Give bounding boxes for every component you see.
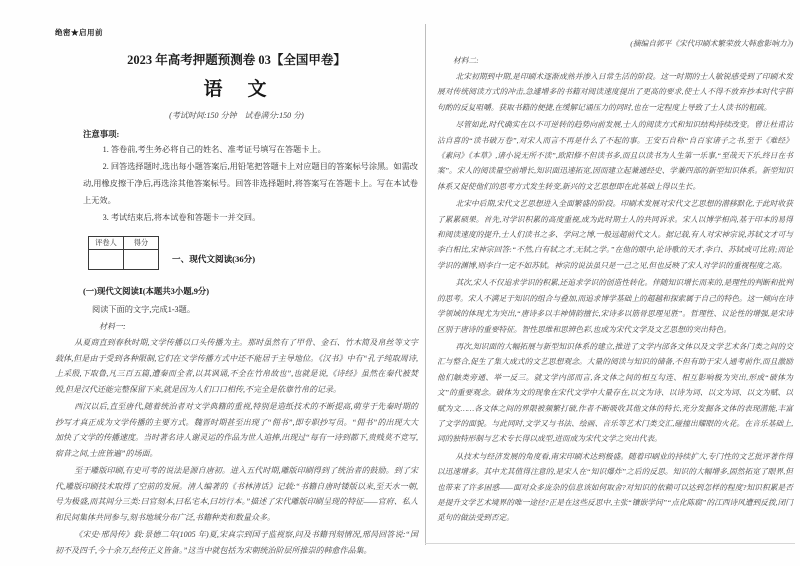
grader-cell-empty <box>89 250 124 270</box>
column-divider <box>425 24 426 545</box>
left-column <box>55 0 418 558</box>
grader-cell-label: 评卷人 <box>89 237 124 250</box>
subject-title: 语 文 <box>203 79 270 100</box>
right-column <box>437 0 793 526</box>
material1-paragraph-2: 西汉以后,直至唐代,随着统治者对文学典籍的重视,特别是造纸技术的不断提高,萌芽于先秦时期的抄写才真正成为文学传播的主要方式。魏晋时期甚至出现了“佣书”,即专职抄写员。“佣书”的出现大大加快了文学的传播速度。当时著名诗人谢灵运的作品为世人追捧,出现过“每有一诗到都下,贵贱莫不竞写,宿昔之间,士庶皆遍”的场面。 <box>55 402 418 458</box>
material2-paragraph-6: 从技术与经济发展的角度看,南宋印刷术达到极盛。随着印刷业的持续扩大,专门性的文艺批评著作得以迅速增多。其中尤其值得注意的,是宋人在“知识爆炸”之后的反思。知识的大幅增多,固然拓宽了眼界,但也带来了许多困惑——面对众多庞杂的信息该如何取舍?对知识的依赖可以达到怎样的程度?知识积累是否是提升文学艺术境界的唯一途径?正是在这些反思中,主张“镶嵌学问”“点化陈腐”的江西诗风遭到反拨,闭门觅句的做法受到否定。 <box>437 451 793 523</box>
material1-citation: (摘编自郭平《宋代印刷术繁荣放大韩愈影响力》) <box>630 39 793 48</box>
note-item-1: 1. 答卷前,考生务必将自己的姓名、准考证号填写在答题卡上。 <box>102 145 326 154</box>
reading-instruction: 阅读下面的文字,完成1-3题。 <box>92 305 196 314</box>
material1-paragraph-3: 至于雕版印刷,有史可考的说法是源自唐初。进入五代时期,雕版印刷得到了统治者的鼓励。到了宋代,雕版印刷技术取得了空前的发展。清人编著的《书林清话》记载:“书籍自唐时镂版以来,至天水一朝,号为极盛,而其间分三类:曰官刻本,曰私宅本,曰坊行本。”描述了宋代雕版印刷呈现的特征——官府、私人和民间集体共同参与,刻书地域分布广泛,书籍种类和数量众多。 <box>55 466 418 522</box>
page-bottom-rule <box>425 543 795 544</box>
material1-paragraph-1: 从夏商直到春秋时期,文学传播以口头传播为主。那时虽然有了甲骨、金石、竹木简及帛丝等文字载体,但是由于受到各种限制,它们在文学传播方式中还不能居于主导地位。《汉书》中有“孔子纯取周诗,上采殷,下取鲁,凡三百五篇,遭秦而全者,以其讽诵,不全在竹帛故也”,也就是说,《诗经》虽然在秦代被焚毁,但是汉代还能完整保留下来,就是因为人们口口相传,不完全是依靠竹帛的记录。 <box>55 338 418 394</box>
material1-label: 材料一: <box>99 322 126 331</box>
material2-paragraph-1: 北宋初期到中期,是印刷术逐渐成熟并渗入日常生活的阶段。这一时期的士人敏锐感受到了印刷术发展对传统阅读方式的冲击,急遽增多的书籍对阅读速度提出了更高的要求,使士人不得不放弃抄本时代字斟句酌的反复咀嚼。获取书籍的便捷,在缓解记诵压力的同时,也在一定程度上导致了士人读书的粗疏。 <box>437 72 793 112</box>
exam-info: (考试时间:150 分钟 试卷满分:150 分) <box>169 111 304 120</box>
material2-label: 材料二: <box>453 56 479 65</box>
notes-heading: 注意事项: <box>83 130 120 139</box>
score-block <box>88 236 418 270</box>
note-item-2: 2. 回答选择题时,选出每小题答案后,用铅笔把答题卡上对应题目的答案标号涂黑。如需改动,用橡皮擦干净后,再选涂其他答案标号。回答非选择题时,将答案写在答题卡上。写在本试卷上无效。 <box>83 162 418 205</box>
classification-banner: 绝密★启用前 <box>55 28 103 37</box>
score-cell-empty <box>124 250 159 270</box>
material2-paragraph-3: 北宋中后期,宋代文艺思想进入全面繁盛的阶段。印刷术发展对宋代文艺思想的潜移默化,于此时收获了累累硕果。首先,对学识积累的高度重视,成为此时期士人的共同诉求。宋人以博学相尚,基于印本的易得和阅读速度的提升,士人们读书之多、学问之博,一般远超前代文人。据记载,有人对宋神宗说,苏轼文才可与李白相比,宋神宗回答:“不然,白有轼之才,无轼之学。”在他的眼中,论诗歌的天才,李白、苏轼或可比肩;而论学识的渊博,则李白一定不如苏轼。神宗的说法虽只是一己之见,但也反映了宋人对学识的重视程度之高。 <box>437 199 793 270</box>
paper-title: 2023 年高考押题预测卷 03【全国甲卷】 <box>127 53 346 67</box>
subsection-heading: (一)现代文阅读Ⅰ(本题共3小题,9分) <box>83 287 210 296</box>
material2-paragraph-5: 再次,知识面的大幅拓展与新型知识体系的建立,推进了文学内部各文体以及文学艺术各门类之间的交汇与整合,促生了集大成式的文艺思想观念。大量的阅读与知识的储备,不但有助于宋人通考前作,而且激励他们触类旁通、举一反三。就文学内部而言,各文体之间的相互勾连、相互影响极为突出,形成“破体为文”的重要观念。破体为文的现象在宋代文学中大量存在,以文为诗、以诗为词、以文为词、以文为赋、以赋为文……各文体之间的界限被频繁打破,作者不断吸收其他文体的特长,充分发掘各文体的表现潜能,丰富了文学的面貌。与此同时,文学又与书法、绘画、音乐等艺术门类交汇,碰撞出耀眼的火花。在音乐基础上,词的独特形制与艺术专长得以成型,进而成为宋代文学之突出代表。 <box>437 341 793 444</box>
material2-paragraph-4: 其次,宋人不仅追求学识的积累,还追求学识的创造性转化。伴随知识增长而来的,是理性的判断和批判的思考。宋人不满足于知识的组合与叠加,而追求博学基础上的超越和探索属于自己的特色。这一倾向在诗学领域的体现尤为突出,“唐诗多以丰神情韵擅长,宋诗多以筋骨思理见胜”。哲理性、议论性的增强,是宋诗区别于唐诗的重要特征。智性思维和思辨色彩,也成为宋代文学及文艺思想的突出特色。 <box>437 278 793 334</box>
section-heading: 一、现代文阅读(36分) <box>172 254 256 264</box>
material1-paragraph-4: 《宋史·邢昺传》载:景德二年(1005 年)夏,宋真宗到国子监视察,问及书籍刊刻情况,邢昺回答说:“国初不及四千,今十余万,经传正义皆备。”这当中就包括为宋朝统治阶层所推崇的韩愈作品集。 <box>55 530 418 555</box>
note-item-3: 3. 考试结束后,将本试卷和答题卡一并交回。 <box>102 213 261 222</box>
material2-paragraph-2: 尽管如此,时代确实在以不可逆转的趋势向前发展,士人的阅读方式和知识结构持续改变。曾让杜甫沾沾自喜的“读书破万卷”,对宋人而言不再是什么了不起的事。王安石自称“自百家诸子之书,至于《难经》《素问》《本草》,诸小说无所不读”,欧阳修不但读书多,而且以读书为人生第一乐事,“至哉天下乐,终日在书案”。宋人的阅读量空前增长,知识面迅速拓宽,因而建立起兼通经史、学兼四部的新型知识体系。新型知识体系又促使他们的思考方式发生转变,新兴的文艺思想即在此基础上得以生长。 <box>437 120 793 191</box>
grader-score-table <box>88 236 159 270</box>
score-cell-label: 得分 <box>124 237 159 250</box>
